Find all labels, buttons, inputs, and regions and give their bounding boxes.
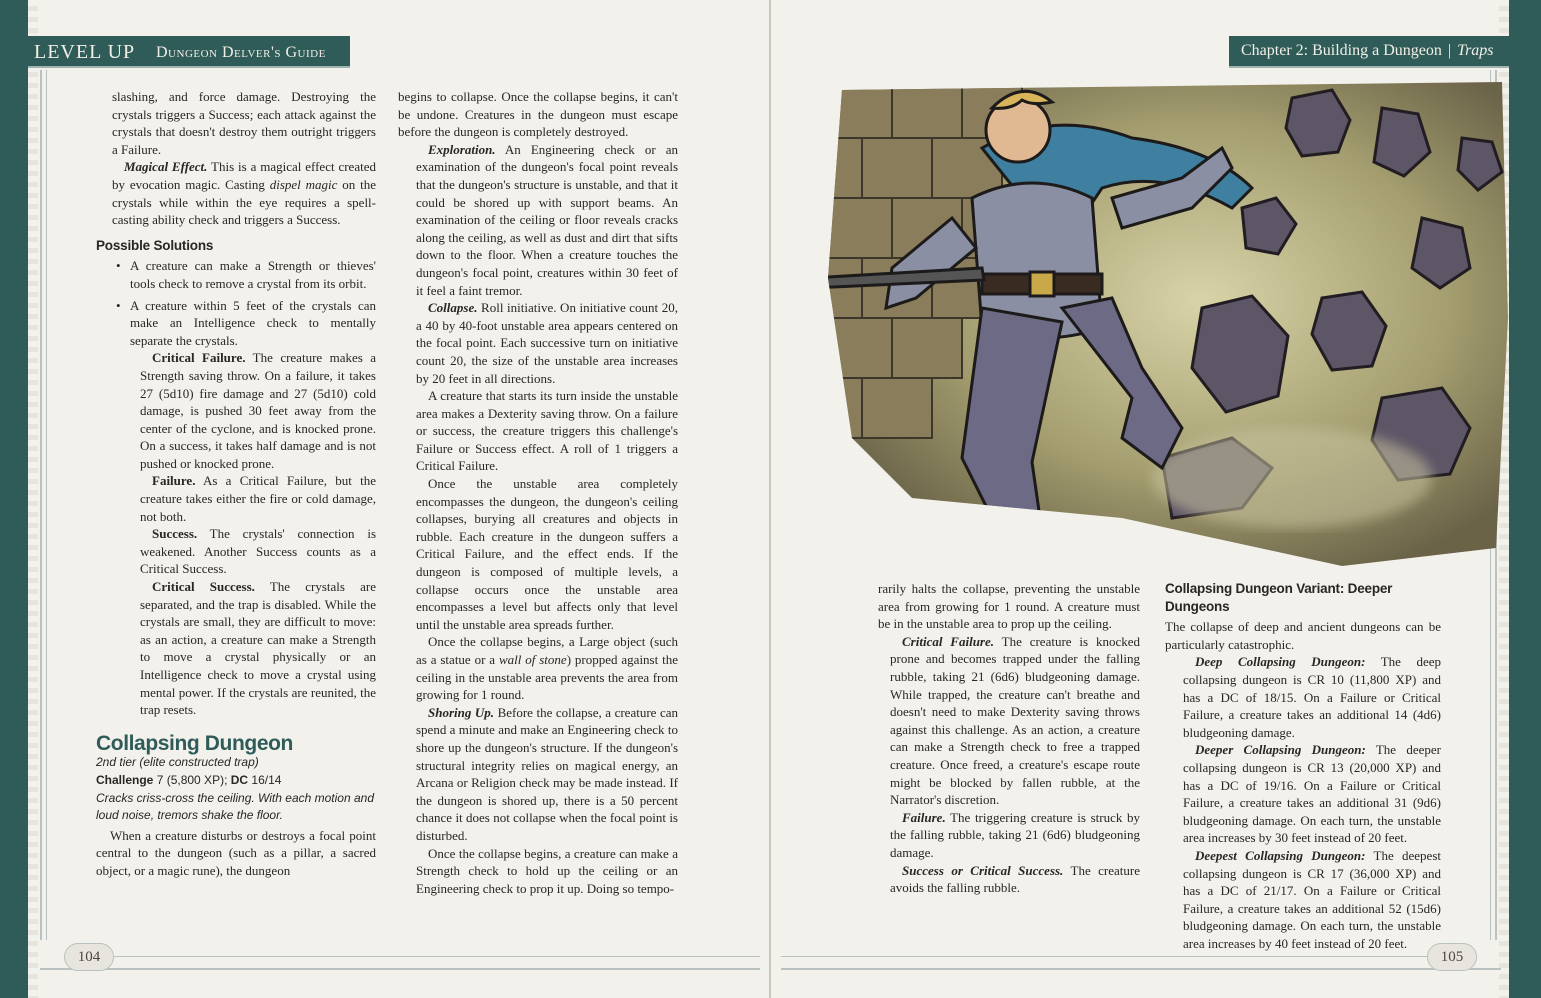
left-page <box>0 0 770 998</box>
paragraph-failure <box>878 809 1140 862</box>
trap-tier: 2nd tier (elite constructed trap) <box>96 755 259 770</box>
text: The creature is knocked prone and becomes trapped under the falling rubble, taking 21 (6d6) bludgeoning damage. While trapped, the creature can't breathe and doesn't need to make Dexterity saving throws against this challenge. As an action, a creature can make a Strength check to free a trapped creature. Once freed, a creature's escape route might be blocked by fallen rubble, at the Narrator's discretion. <box>890 633 1140 808</box>
frame-border-bottom-inner <box>110 956 760 957</box>
text-column-1 <box>96 88 376 880</box>
trap-flavor: Cracks criss-cross the ceiling. With each motion and loud noise, tremors shake the floor. <box>96 790 374 823</box>
paragraph: When a creature disturbs or destroys a focal point central to the dungeon (such as a pillar, a sacred object, or a magic rune), the dungeon <box>96 827 376 878</box>
paragraph: slashing, and force damage. Destroying the crystals triggers a Success; each attack against the crystals that doesn't destroy them outright triggers a Failure. <box>112 89 376 157</box>
chapter-title: Chapter 2: Building a Dungeon <box>1241 42 1442 59</box>
paragraph: The collapse of deep and ancient dungeons can be particularly catastrophic. <box>1165 619 1441 652</box>
paragraph-exploration <box>398 141 678 299</box>
paragraph-failure <box>96 472 376 525</box>
level-up-logo: LEVEL UP <box>34 41 136 63</box>
run-in-label: Critical Success. <box>152 579 255 595</box>
illustration <box>822 78 1512 572</box>
adventurer-fleeing-collapse-image <box>822 78 1512 572</box>
text-column-2 <box>398 88 678 897</box>
run-in-label: Success. <box>152 526 198 542</box>
paragraph-critical-success <box>96 578 376 719</box>
header-banner <box>28 36 350 68</box>
spell-name: dispel magic <box>269 176 338 192</box>
paragraph: Once the collapse begins, a creature can make a Strength check to hold up the ceiling or an Engineering check to prop it up. Doing so tempo- <box>416 845 678 896</box>
paragraph-shoring-up <box>398 704 678 845</box>
text: The creature avoids the falling rubble. <box>890 862 1140 896</box>
run-in-label: Failure. <box>152 473 196 489</box>
paragraph: Once the unstable area completely encompasses the dungeon, the dungeon's ceiling collapses, burying all creatures and objects in rubble. Each creature in the dungeon suffers a Critical Failure, and the effect ends. If the dungeon is composed of multiple levels, a collapse occurs once the unstable area encompasses a level but affects only that level until the unstable area spreads further. <box>416 476 678 632</box>
page-number: 105 <box>1427 943 1477 971</box>
paragraph-deepest <box>1165 847 1441 953</box>
text: on the crystals while within the eye requires a spell-casting ability check and triggers a Success. <box>112 176 376 228</box>
page-number: 104 <box>64 943 114 971</box>
text-column-4 <box>1165 580 1441 952</box>
text: The deep collapsing dungeon is CR 10 (11,800 XP) and has a DC of 18/15. On a Failure or Critical Failure, a creature takes an additional 14 (4d6) bludgeoning damage. <box>1183 654 1441 740</box>
paragraph-success <box>96 525 376 578</box>
dc-label: DC <box>230 772 249 787</box>
text: The triggering creature is struck by the falling rubble, taking 21 (6d6) bludgeoning damage. <box>890 809 1140 860</box>
paragraph-collapse <box>398 299 678 387</box>
paragraph-success <box>878 862 1140 897</box>
paragraph: A creature that starts its turn inside the unstable area makes a Dexterity saving throw. On a failure or success, the creature triggers this challenge's Failure or Success effect. A roll of 1 triggers a Critical Failure. <box>416 388 678 474</box>
text: An Engineering check or an examination of the dungeon's focal point reveals that the dungeon's structure is unstable, and that it could be shored up with support beams. An examination of the ceiling or floor reveals cracks along the ceiling, as well as dust and dirt that sifts down to the floor. When a creature touches the dungeon's focal point, creatures within 30 feet of it feel a faint tremor. <box>416 141 678 298</box>
trap-title: Collapsing Dungeon <box>96 731 293 755</box>
text: The crystals' connection is weakened. Another Success counts as a Critical Success. <box>140 526 376 577</box>
book-title: Dungeon Delver's Guide <box>156 44 326 61</box>
text: Before the collapse, a creature can spend a minute and make an Engineering check to shore up the dungeon's structure. If the dungeon's structural integrity relies on magical energy, an Arcana or Religion check may be made instead. If the dungeon is shored up, there is a 50 percent chance it does not collapse when the focal point is disturbed. <box>416 704 679 843</box>
text-column-3 <box>878 580 1140 897</box>
paragraph: rarily halts the collapse, preventing the unstable area from growing for 1 round. A creature must be in the unstable area to prop up the ceiling. <box>878 581 1140 632</box>
text: The deeper collapsing dungeon is CR 13 (20,000 XP) and has a DC of 19/16. On a Failure or Critical Failure, a creature takes an additional 31 (9d6) bludgeoning damage. On each turn, the unstable area increases by 30 feet instead of 20 feet. <box>1183 742 1441 846</box>
text: The deepest collapsing dungeon is CR 17 (36,000 XP) and has a DC of 21/17. On a Failure or Critical Failure, a creature takes an additional 52 (15d6) bludgeoning damage. On each turn, the unstable area increases by 40 feet instead of 20 feet. <box>1183 847 1441 951</box>
left-torn-edge <box>28 0 38 998</box>
chapter-banner <box>1229 36 1509 68</box>
run-in-label: Deepest Collapsing Dungeon: <box>1195 847 1366 863</box>
run-in-label: Failure. <box>902 809 946 825</box>
run-in-label: Shoring Up. <box>428 704 495 720</box>
frame-border-bottom <box>40 968 760 970</box>
paragraph: begins to collapse. Once the collapse begins, it can't be undone. Creatures in the dungeon must escape before the dungeon is completely destroyed. <box>398 89 678 140</box>
run-in-label: Collapse. <box>428 300 478 316</box>
run-in-label: Magical Effect. <box>124 159 208 175</box>
list-item: • A creature within 5 feet of the crystals can make an Intelligence check to mentally separate the crystals. <box>96 297 376 350</box>
section-heading: Possible Solutions <box>96 237 214 253</box>
spell-name: wall of stone <box>498 652 567 667</box>
text: As a Critical Failure, but the creature takes either the fire or cold damage, not both. <box>140 473 376 524</box>
section-title: Traps <box>1457 42 1494 59</box>
challenge-label: Challenge <box>96 772 154 787</box>
run-in-label: Exploration. <box>428 141 496 157</box>
text: Once the collapse begins, a Large object (such as a statue or a <box>416 634 678 667</box>
frame-border-bottom-inner <box>781 956 1431 957</box>
text: The crystals are separated, and the trap is disabled. While the crystals are small, they are difficult to move: as an action, a creature can make a Strength to move a crystal physically or an Intelligence check to move a crystal using mental power. If the crystals are reunited, the trap resets. <box>140 579 377 718</box>
right-page-edge <box>1509 0 1541 998</box>
paragraph-critical-failure <box>878 633 1140 809</box>
frame-border-left <box>40 70 42 940</box>
paragraph-critical-failure <box>96 349 376 472</box>
text: This is a magical effect created by evocation magic. Casting <box>112 159 376 192</box>
list-item: • A creature can make a Strength or thieves' tools check to remove a crystal from its orbit. <box>96 257 376 292</box>
text: ) propped against the ceiling in the unstable area prevents the area from growing for 1 round. <box>416 652 678 703</box>
text: Roll initiative. On initiative count 20, a 40 by 40-foot unstable area appears centered on the focal point. Each successive turn on initiative count 20, the size of the unstable area increases by 20 feet in all directions. <box>416 300 678 386</box>
trap-stats <box>96 772 376 790</box>
run-in-label: Deep Collapsing Dungeon: <box>1195 654 1366 670</box>
header-separator: | <box>1447 42 1452 59</box>
solutions-list <box>96 257 376 349</box>
paragraph-wall-of-stone <box>398 633 678 703</box>
challenge-value: 7 (5,800 XP); <box>153 772 231 787</box>
run-in-label: Critical Failure. <box>902 633 995 649</box>
run-in-label: Critical Failure. <box>152 350 246 366</box>
run-in-label: Success or Critical Success. <box>902 862 1064 878</box>
paragraph-deep <box>1165 653 1441 741</box>
paragraph-magical-effect <box>96 158 376 228</box>
paragraph-deeper <box>1165 741 1441 847</box>
run-in-label: Deeper Collapsing Dungeon: <box>1195 742 1366 758</box>
left-page-edge <box>0 0 28 998</box>
section-heading: Collapsing Dungeon Variant: Deeper Dungeons <box>1165 581 1393 614</box>
frame-border-bottom <box>781 968 1501 970</box>
dc-value: 16/14 <box>248 772 282 787</box>
text: The creature makes a Strength saving throw. On a failure, it takes 27 (5d10) fire damage and 27 (5d10) cold damage, is pushed 30 feet away from the center of the cyclone, and is knocked prone. On a success, it takes half damage and is not pushed or knocked prone. <box>140 350 377 471</box>
frame-border-left-inner <box>46 70 47 940</box>
